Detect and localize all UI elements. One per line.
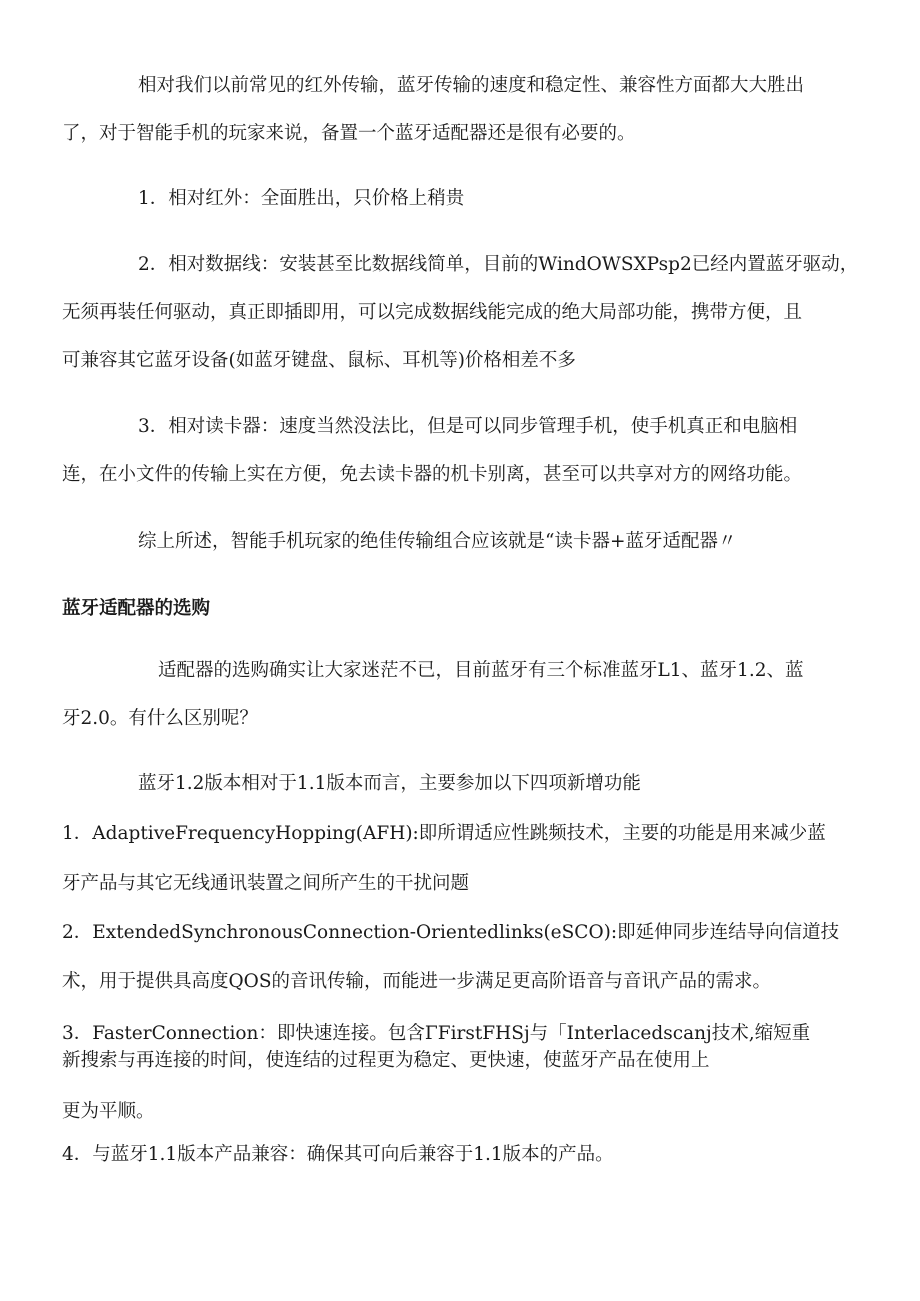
feature-item-3-line-1: 3．FasterConnection：即快速连接。包含ΓFirstFHSj与「Interlacedscanj技术,缩短重 <box>62 1023 811 1044</box>
comparison-item-3-line-1: 3．相对读卡器：速度当然没法比，但是可以同步管理手机，使手机真正和电脑相 <box>138 416 798 437</box>
comparison-item-3-line-2: 连，在小文件的传输上实在方便，免去读卡器的机卡别离，甚至可以共享对方的网络功能。 <box>62 464 803 485</box>
feature-item-3-line-2: 新搜索与再连接的时间，使连结的过程更为稳定、更快速，使蓝牙产品在使用上 <box>62 1050 710 1071</box>
intro-paragraph-line-1: 相对我们以前常见的红外传输，蓝牙传输的速度和稳定性、兼容性方面都大大胜出 <box>138 75 805 96</box>
comparison-item-2-line-1: 2．相对数据线：安装甚至比数据线简单，目前的WindOWSXPsp2已经内置蓝牙驱动， <box>138 254 859 275</box>
comparison-item-2-line-3: 可兼容其它蓝牙设备(如蓝牙键盘、鼠标、耳机等)价格相差不多 <box>62 350 576 371</box>
feature-item-3-line-3: 更为平顺。 <box>62 1101 155 1122</box>
feature-item-2-line-2: 术，用于提供具高度QOS的音讯传输，而能进一步满足更高阶语音与音讯产品的需求。 <box>62 971 772 992</box>
intro-paragraph-line-2: 了，对于智能手机的玩家来说，备置一个蓝牙适配器还是很有必要的。 <box>62 123 636 144</box>
feature-item-1-line-1: 1．AdaptiveFrequencyHopping(AFH):即所谓适应性跳频技术，主要的功能是用来减少蓝 <box>62 823 826 844</box>
section-intro-line-1: 适配器的选购确实让大家迷茫不已，目前蓝牙有三个标准蓝牙L1、蓝牙1.2、蓝 <box>158 660 804 681</box>
comparison-item-2-line-2: 无须再装任何驱动，真正即插即用，可以完成数据线能完成的绝大局部功能，携带方便，且 <box>62 302 803 323</box>
feature-item-2-line-1: 2．ExtendedSynchronousConnection-Orientedlinks(eSCO):即延伸同步连结导向信道技 <box>62 922 840 943</box>
section-intro-line-2: 牙2.0。有什么区别呢？ <box>62 708 258 729</box>
feature-item-4-line-1: 4．与蓝牙1.1版本产品兼容：确保其可向后兼容于1.1版本的产品。 <box>62 1144 614 1165</box>
version-intro-paragraph: 蓝牙1.2版本相对于1.1版本而言，主要参加以下四项新增功能 <box>138 773 641 794</box>
section-heading: 蓝牙适配器的选购 <box>62 598 211 619</box>
feature-item-1-line-2: 牙产品与其它无线通讯装置之间所产生的干扰问题 <box>62 873 470 894</box>
summary-paragraph: 综上所述，智能手机玩家的绝佳传输组合应该就是“读卡器+蓝牙适配器〃 <box>138 531 737 552</box>
comparison-item-1-line-1: 1．相对红外：全面胜出，只价格上稍贵 <box>138 188 465 209</box>
